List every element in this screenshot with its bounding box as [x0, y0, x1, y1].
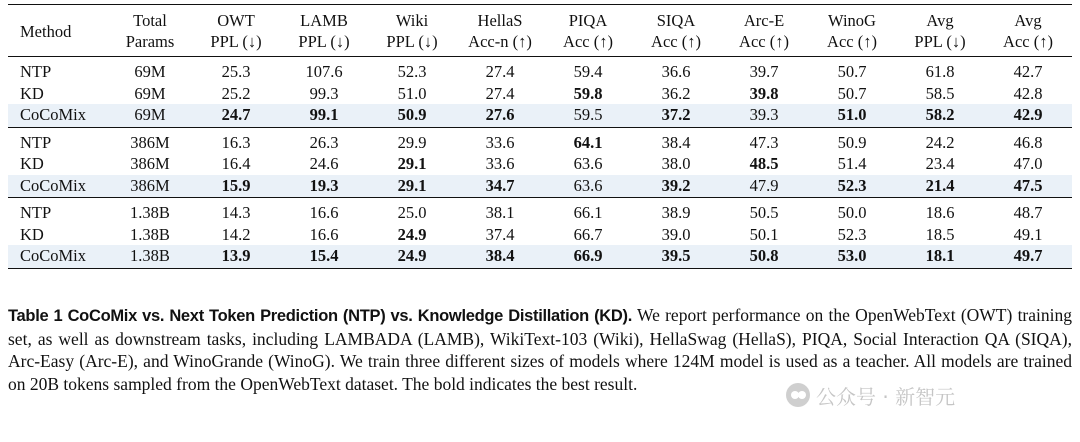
value-cell: 14.2	[221, 224, 251, 244]
value-cell: 386M	[130, 154, 170, 173]
column-header-line: LAMB	[300, 11, 348, 30]
value-cell: 47.0	[1013, 154, 1043, 173]
value-cell: 99.3	[309, 83, 339, 103]
watermark-text: 公众号 · 新智元	[816, 384, 956, 409]
value-cell: 1.38B	[130, 203, 170, 222]
value-cell: 63.6	[544, 175, 632, 198]
column-header-line: Arc-E	[743, 11, 785, 30]
table-header	[8, 5, 1072, 57]
value-cell: 48.5	[749, 154, 779, 173]
column-header	[280, 5, 368, 57]
value-cell: 16.4	[221, 154, 251, 173]
column-header-line: Params	[125, 32, 175, 51]
column-header	[544, 5, 632, 57]
value-cell: 49.7	[984, 245, 1072, 268]
column-header-line: Method	[20, 21, 72, 41]
column-header-line: Avg	[926, 11, 954, 30]
column-header	[896, 5, 984, 57]
value-cell: 39.8	[749, 83, 779, 103]
watermark	[786, 382, 955, 408]
value-cell: 34.7	[456, 175, 544, 198]
table-row	[8, 198, 1072, 224]
value-cell: 29.1	[368, 175, 456, 198]
value-cell: 38.4	[456, 245, 544, 268]
value-cell: 46.8	[1013, 132, 1043, 152]
method-cell: KD	[20, 83, 44, 103]
model-size-group	[8, 198, 1072, 269]
results-table-container	[8, 4, 1072, 269]
column-header-line: PPL (↓)	[298, 32, 350, 51]
value-cell: 24.7	[192, 104, 280, 127]
value-cell: 49.1	[1013, 224, 1043, 244]
caption-body: We report performance on the OpenWebText (OWT) training set, as well as downstream tasks, including LAMBADA (LAMB), WikiText-103 (Wiki), HellaSwag (HellaS), PIQA, Social Interaction QA (SIQA), Arc-Easy (Arc-E), and WinoGrande (WinoG). We train three different sizes of models where 124M model is used as a teacher. All models are trained on 20B tokens sampled from the OpenWebText dataset. The bold indicates the best result.	[8, 305, 1073, 394]
method-cell: NTP	[20, 62, 52, 81]
column-header	[192, 5, 280, 57]
column-header-line: Acc (↑)	[827, 32, 877, 51]
table-row	[8, 153, 1072, 175]
value-cell: 69M	[134, 83, 166, 103]
model-size-group	[8, 127, 1072, 198]
table-row	[8, 224, 1072, 246]
value-cell: 21.4	[896, 175, 984, 198]
value-cell: 58.2	[896, 104, 984, 127]
column-header	[632, 5, 720, 57]
column-header-line: Total	[133, 11, 167, 30]
column-header	[108, 5, 192, 57]
value-cell: 37.2	[632, 104, 720, 127]
value-cell: 39.2	[632, 175, 720, 198]
column-header-line: SIQA	[656, 11, 696, 30]
value-cell: 23.4	[925, 154, 955, 173]
value-cell: 53.0	[808, 245, 896, 268]
caption-title: Table 1 CoCoMix vs. Next Token Prediction (NTP) vs. Knowledge Distillation (KD).	[8, 307, 633, 325]
column-header-line: PPL (↓)	[914, 32, 966, 51]
column-header	[984, 5, 1072, 57]
value-cell: 29.1	[397, 154, 427, 173]
column-header	[8, 5, 108, 57]
value-cell: 33.6	[485, 132, 515, 152]
value-cell: 25.0	[397, 203, 427, 222]
column-header-line: PPL (↓)	[210, 32, 262, 51]
value-cell: 1.38B	[130, 224, 170, 244]
value-cell: 66.1	[573, 203, 603, 222]
value-cell: 38.4	[661, 132, 691, 152]
value-cell: 24.6	[309, 154, 339, 173]
value-cell: 24.2	[925, 132, 955, 152]
value-cell: 18.1	[896, 245, 984, 268]
value-cell: 63.6	[573, 154, 603, 173]
value-cell: 386M	[108, 175, 192, 198]
value-cell: 19.3	[280, 175, 368, 198]
value-cell: 50.8	[720, 245, 808, 268]
value-cell: 386M	[130, 132, 170, 152]
value-cell: 48.7	[1013, 203, 1043, 222]
results-table	[8, 4, 1072, 269]
value-cell: 29.9	[397, 132, 427, 152]
value-cell: 50.9	[837, 132, 867, 152]
value-cell: 59.4	[573, 62, 603, 81]
table-row	[8, 127, 1072, 153]
value-cell: 24.9	[397, 224, 427, 244]
value-cell: 27.6	[456, 104, 544, 127]
value-cell: 42.7	[1013, 62, 1043, 81]
value-cell: 25.2	[221, 83, 251, 103]
value-cell: 37.4	[485, 224, 515, 244]
column-header-line: Acc (↑)	[563, 32, 613, 51]
table-row	[8, 83, 1072, 105]
value-cell: 107.6	[305, 62, 343, 81]
value-cell: 59.8	[573, 83, 603, 103]
value-cell: 15.9	[192, 175, 280, 198]
value-cell: 50.7	[837, 62, 867, 81]
value-cell: 99.1	[280, 104, 368, 127]
column-header-line: Acc (↑)	[651, 32, 701, 51]
value-cell: 16.3	[221, 132, 251, 152]
value-cell: 69M	[108, 104, 192, 127]
value-cell: 16.6	[309, 224, 339, 244]
value-cell: 14.3	[221, 203, 251, 222]
column-header-line: Acc-n (↑)	[468, 32, 532, 51]
method-cell: CoCoMix	[8, 245, 108, 268]
column-header-line: Avg	[1014, 11, 1042, 30]
value-cell: 52.3	[397, 62, 427, 81]
table-row	[8, 57, 1072, 83]
value-cell: 47.9	[720, 175, 808, 198]
value-cell: 25.3	[221, 62, 251, 81]
header-row	[8, 5, 1072, 57]
value-cell: 59.5	[544, 104, 632, 127]
column-header-line: WinoG	[828, 11, 876, 30]
value-cell: 15.4	[280, 245, 368, 268]
column-header-line: Acc (↑)	[1003, 32, 1053, 51]
value-cell: 26.3	[309, 132, 339, 152]
value-cell: 66.9	[544, 245, 632, 268]
value-cell: 47.5	[984, 175, 1072, 198]
value-cell: 39.0	[661, 224, 691, 244]
value-cell: 38.0	[661, 154, 691, 173]
value-cell: 18.5	[925, 224, 955, 244]
value-cell: 13.9	[192, 245, 280, 268]
value-cell: 38.1	[485, 203, 515, 222]
value-cell: 42.9	[984, 104, 1072, 127]
wechat-icon	[786, 383, 810, 407]
column-header	[720, 5, 808, 57]
value-cell: 1.38B	[108, 245, 192, 268]
value-cell: 50.7	[837, 83, 867, 103]
value-cell: 16.6	[309, 203, 339, 222]
value-cell: 27.4	[485, 83, 515, 103]
value-cell: 50.1	[749, 224, 779, 244]
method-cell: CoCoMix	[8, 175, 108, 198]
table-row	[8, 175, 1072, 198]
model-size-group	[8, 57, 1072, 128]
value-cell: 42.8	[1013, 83, 1043, 103]
method-cell: NTP	[20, 203, 52, 222]
value-cell: 50.9	[368, 104, 456, 127]
table-row	[8, 104, 1072, 127]
column-header	[808, 5, 896, 57]
column-header-line: Acc (↑)	[739, 32, 789, 51]
value-cell: 33.6	[485, 154, 515, 173]
value-cell: 58.5	[925, 83, 955, 103]
value-cell: 24.9	[368, 245, 456, 268]
value-cell: 36.6	[661, 62, 691, 81]
value-cell: 50.5	[749, 203, 779, 222]
method-cell: NTP	[20, 132, 52, 152]
column-header-line: PPL (↓)	[386, 32, 438, 51]
value-cell: 51.0	[808, 104, 896, 127]
column-header-line: Wiki	[395, 11, 429, 30]
value-cell: 47.3	[749, 132, 779, 152]
value-cell: 64.1	[573, 132, 603, 152]
value-cell: 27.4	[485, 62, 515, 81]
value-cell: 39.3	[720, 104, 808, 127]
value-cell: 38.9	[661, 203, 691, 222]
column-header-line: PIQA	[568, 11, 608, 30]
method-cell: CoCoMix	[8, 104, 108, 127]
value-cell: 69M	[134, 62, 166, 81]
value-cell: 51.0	[397, 83, 427, 103]
value-cell: 39.7	[749, 62, 779, 81]
value-cell: 39.5	[632, 245, 720, 268]
value-cell: 52.3	[808, 175, 896, 198]
value-cell: 36.2	[661, 83, 691, 103]
value-cell: 18.6	[925, 203, 955, 222]
value-cell: 52.3	[837, 224, 867, 244]
column-header	[456, 5, 544, 57]
value-cell: 66.7	[573, 224, 603, 244]
value-cell: 50.0	[837, 203, 867, 222]
column-header-line: OWT	[217, 11, 255, 30]
column-header	[368, 5, 456, 57]
method-cell: KD	[20, 154, 44, 173]
column-header-line: HellaS	[477, 11, 523, 30]
value-cell: 51.4	[837, 154, 867, 173]
value-cell: 61.8	[925, 62, 955, 81]
method-cell: KD	[20, 224, 44, 244]
table-row	[8, 245, 1072, 268]
